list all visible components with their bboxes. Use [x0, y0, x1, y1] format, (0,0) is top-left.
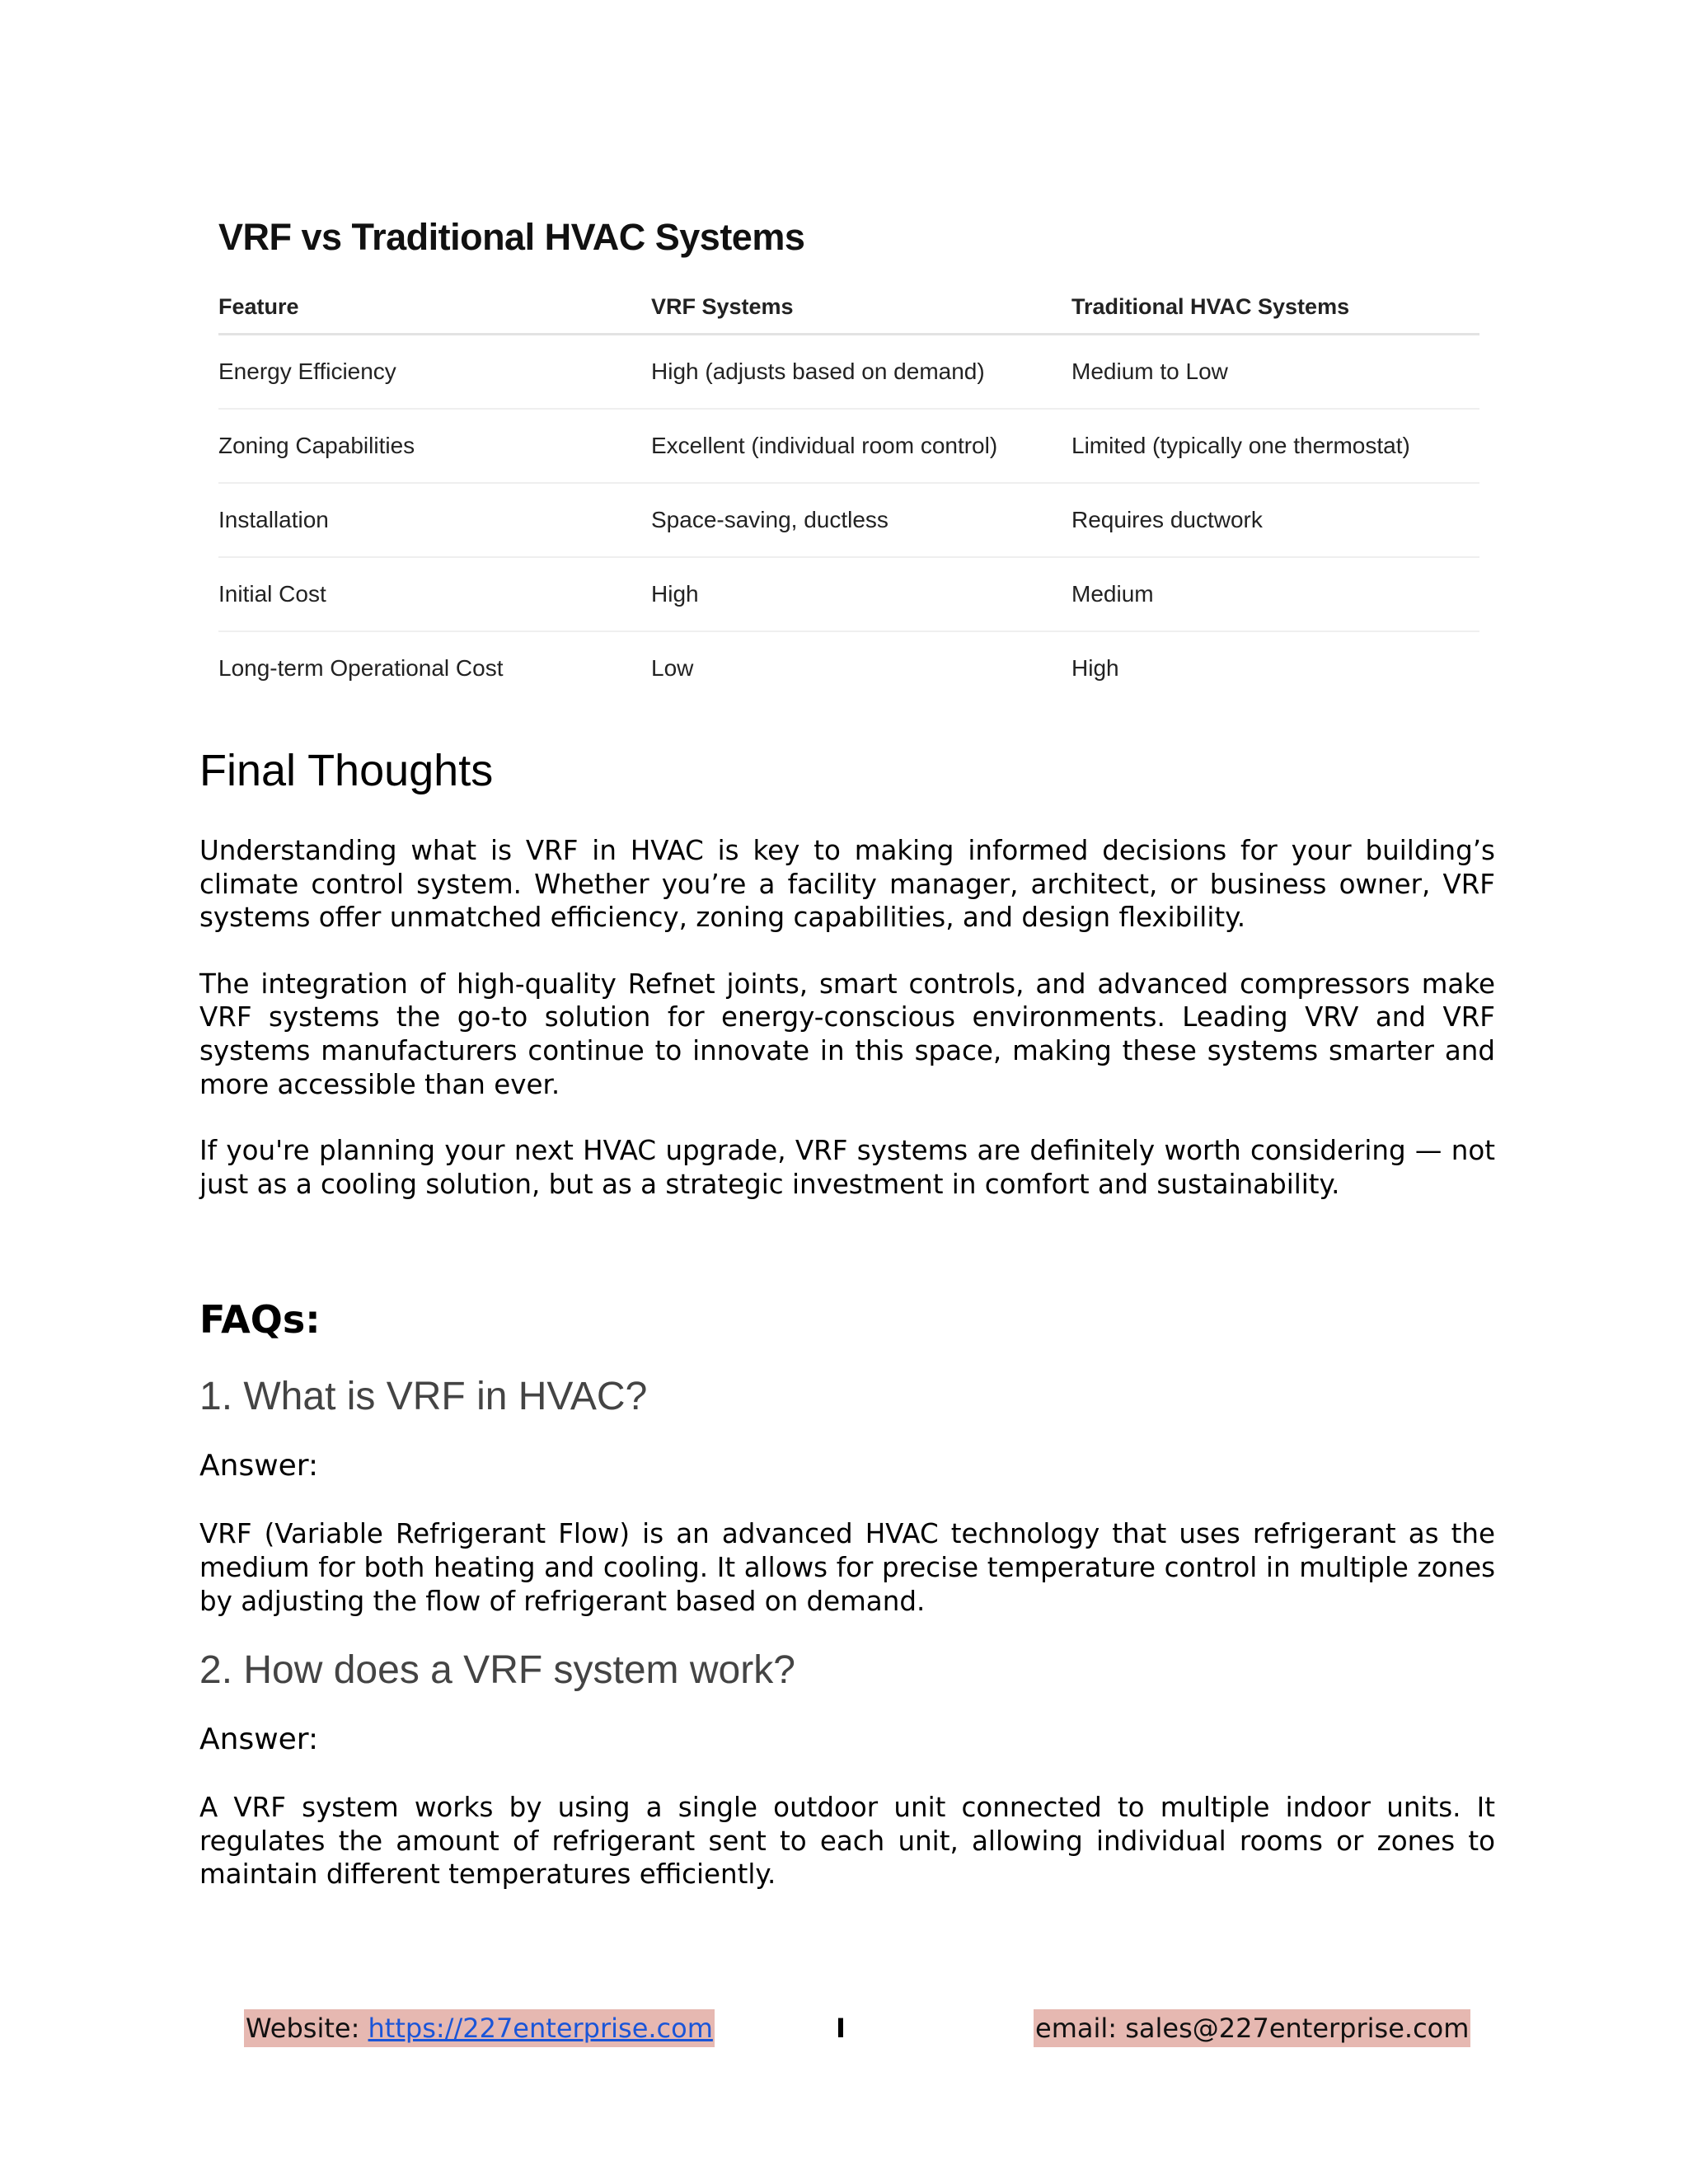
table-row: [218, 483, 1479, 557]
header-vrf: VRF Systems: [651, 280, 1071, 335]
comparison-section: [218, 213, 1479, 705]
footer-website: [244, 2009, 715, 2047]
faq-answer-2: A VRF system works by using a single outdoor unit connected to multiple indoor units. It regulates the amount of refrigerant sent to each unit, allowing individual rooms or zones to maintain different temperatures efficiently.: [199, 1792, 1495, 1891]
article-body: [199, 742, 1495, 1891]
faq-question-2: 2. How does a VRF system work?: [199, 1648, 795, 1693]
faq-question-1: 1. What is VRF in HVAC?: [199, 1375, 648, 1419]
comparison-title: VRF vs Traditional HVAC Systems: [218, 216, 805, 258]
table-cell: Low: [651, 655, 694, 681]
table-row: [218, 631, 1479, 705]
table-cell: High (adjusts based on demand): [651, 335, 1071, 410]
table-row: [218, 335, 1479, 410]
table-cell: Medium: [1071, 557, 1479, 631]
table-cell: High: [1071, 655, 1119, 681]
table-cell: Installation: [218, 483, 651, 557]
faq-answer-1: VRF (Variable Refrigerant Flow) is an advanced HVAC technology that uses refrigerant as the medium for both heating and cooling. It allows for precise temperature control in multiple zones by adjusting the flow of refrigerant based on demand.: [199, 1518, 1495, 1617]
table-cell: Initial Cost: [218, 557, 651, 631]
faq-answer-label-2: Answer:: [199, 1722, 319, 1757]
table-cell: Space-saving, ductless: [651, 483, 1071, 557]
final-thoughts-paragraph-1: Understanding what is VRF in HVAC is key to making informed decisions for your building’s climate control system. Whether you’re a facility manager, architect, or business owner, VRF systems offer unmatched efficiency, zoning capabilities, and design flexibility.: [199, 835, 1495, 934]
final-thoughts-heading: Final Thoughts: [199, 746, 494, 795]
table-row: [218, 557, 1479, 631]
final-thoughts-paragraph-2: The integration of high-quality Refnet joints, smart controls, and advanced compressors make VRF systems the go-to solution for energy-conscious environments. Leading VRV and VRF systems manufacturers continue to innovate in this space, making these systems smarter and more accessible than ever.: [199, 968, 1495, 1100]
table-header-row: [218, 280, 1479, 335]
comparison-table: [218, 280, 1479, 705]
header-feature: Feature: [218, 280, 651, 335]
table-cell: Medium to Low: [1071, 335, 1479, 410]
final-thoughts-paragraph-3: If you're planning your next HVAC upgrade, VRF systems are definitely worth considering — not just as a cooling solution, but as a strategic investment in comfort and sustainability.: [199, 1135, 1495, 1200]
footer-separator: I: [836, 2013, 846, 2044]
table-cell: High: [651, 557, 1071, 631]
table-cell: Energy Efficiency: [218, 335, 651, 410]
table-row: [218, 409, 1479, 483]
table-cell: Excellent (individual room control): [651, 409, 1071, 483]
header-traditional: Traditional HVAC Systems: [1071, 280, 1479, 335]
faq-answer-label-1: Answer:: [199, 1449, 319, 1483]
footer-website-link[interactable]: https://227enterprise.com: [368, 2013, 713, 2044]
footer-email: email: sales@227enterprise.com: [1034, 2009, 1470, 2047]
table-cell: Limited (typically one thermostat): [1071, 409, 1479, 483]
table-cell: Requires ductwork: [1071, 483, 1479, 557]
table-cell: Long-term Operational Cost: [218, 655, 504, 681]
footer-website-label: Website:: [246, 2013, 368, 2044]
faqs-heading: FAQs:: [199, 1297, 321, 1343]
page-footer: [0, 2009, 1688, 2050]
table-cell: Zoning Capabilities: [218, 409, 651, 483]
